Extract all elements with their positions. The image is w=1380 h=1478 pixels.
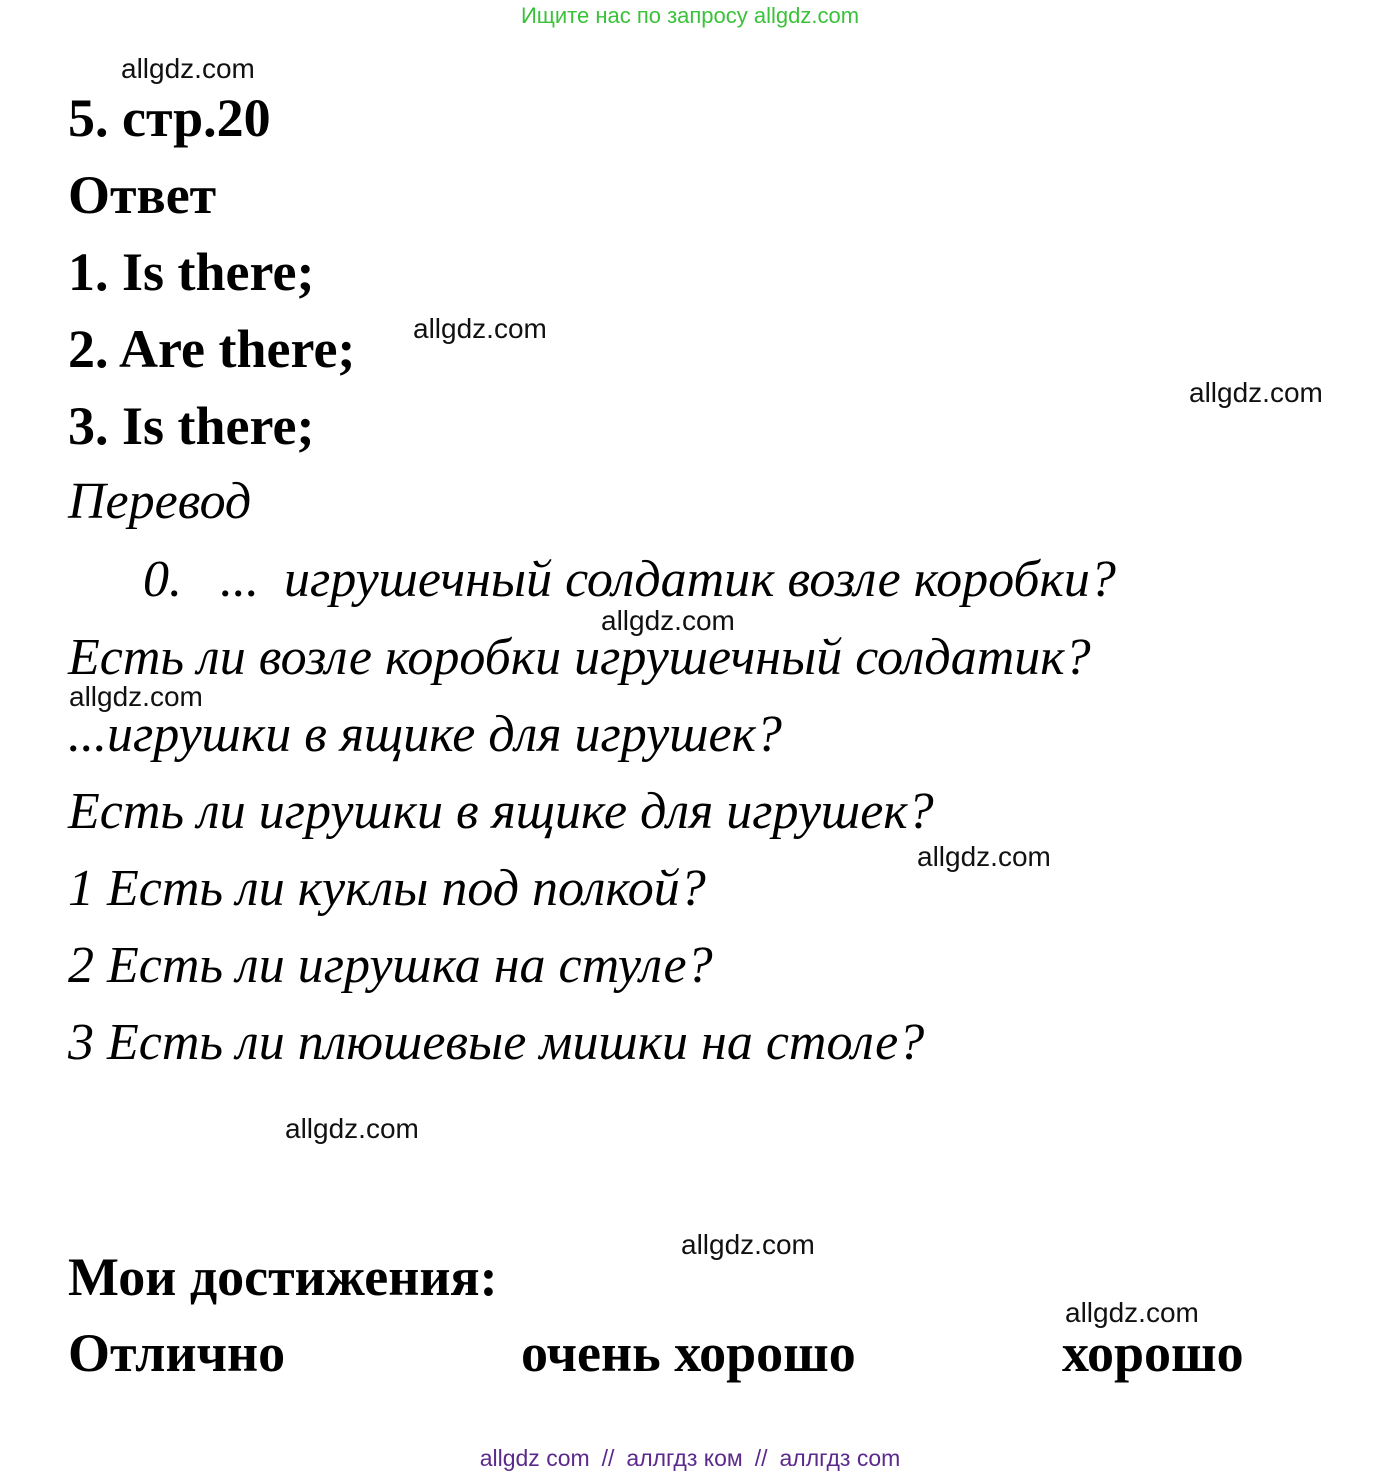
achievements-heading: Мои достижения:: [68, 1247, 498, 1307]
task-title: 5. стр.20: [68, 88, 271, 148]
translation-example-number: 0.: [143, 551, 182, 608]
top-banner: Ищите нас по запросу allgdz.com: [520, 3, 860, 28]
answer-item-2: 2. Are there;: [68, 319, 356, 379]
translation-line-3: Есть ли игрушки в ящике для игрушек?: [68, 783, 934, 840]
footer-separator: //: [754, 1445, 768, 1471]
translation-line-2: ...игрушки в ящике для игрушек?: [68, 706, 782, 763]
translation-example-dots: ...: [220, 551, 259, 608]
footer: [0, 1443, 1380, 1473]
watermark: allgdz.com: [1189, 377, 1323, 408]
watermark: allgdz.com: [69, 681, 203, 712]
achievement-excellent: Отлично: [68, 1323, 286, 1383]
footer-link-2[interactable]: аллгдз ком: [626, 1445, 743, 1471]
answer-heading: Ответ: [68, 165, 217, 225]
watermark: allgdz.com: [601, 605, 735, 636]
footer-link-1[interactable]: allgdz com: [479, 1445, 590, 1471]
translation-line-5: 2 Есть ли игрушка на стуле?: [68, 937, 713, 994]
footer-link-3[interactable]: аллгдз com: [779, 1445, 901, 1471]
translation-line-1: Есть ли возле коробки игрушечный солдатик?: [68, 629, 1091, 686]
translation-heading: Перевод: [68, 473, 252, 530]
watermark: allgdz.com: [413, 313, 547, 344]
watermark: allgdz.com: [121, 53, 255, 84]
answer-item-1: 1. Is there;: [68, 242, 315, 302]
answer-item-3: 3. Is there;: [68, 396, 315, 456]
watermark: allgdz.com: [285, 1113, 419, 1144]
watermark: allgdz.com: [1065, 1297, 1199, 1328]
translation-example-text: игрушечный солдатик возле коробки?: [284, 551, 1116, 608]
watermark: allgdz.com: [681, 1229, 815, 1260]
achievement-very-good: очень хорошо: [521, 1323, 856, 1383]
watermark: allgdz.com: [917, 841, 1051, 872]
translation-line-6: 3 Есть ли плюшевые мишки на столе?: [68, 1014, 925, 1071]
achievement-good: хорошо: [1062, 1323, 1244, 1383]
footer-separator: //: [601, 1445, 615, 1471]
translation-line-4: 1 Есть ли куклы под полкой?: [68, 860, 706, 917]
